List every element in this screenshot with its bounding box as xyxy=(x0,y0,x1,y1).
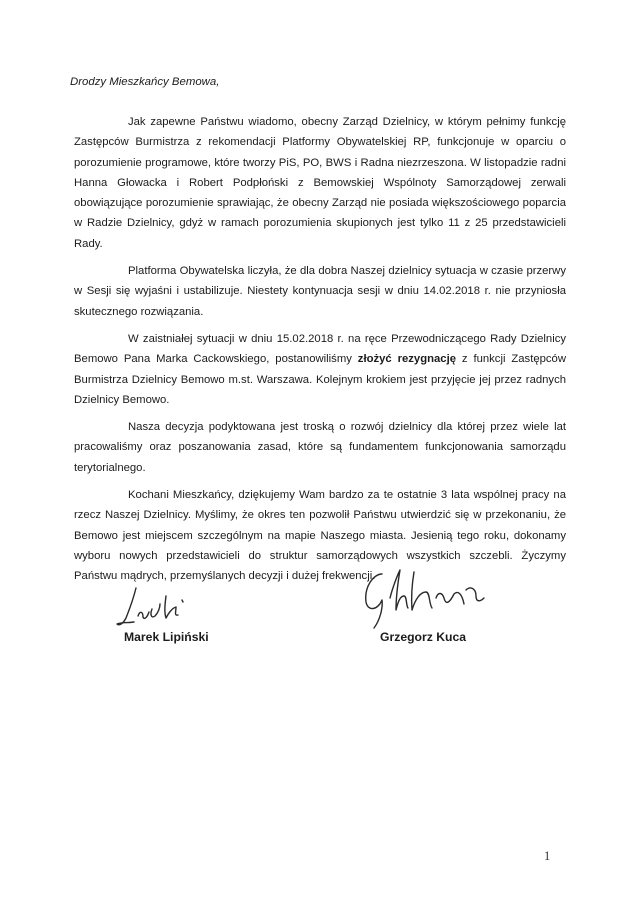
letter-greeting: Drodzy Mieszkańcy Bemowa, xyxy=(70,76,220,88)
paragraph-thanks: Kochani Mieszkańcy, dziękujemy Wam bardzo za te ostatnie 3 lata wspólnej pracy na rzecz Naszej Dzielnicy. Myślimy, że okres ten pozwolił Państwu utwierdzić się w przekonaniu, że Bemowo jest miejscem szczególnym na mapie Naszego miasta. Jesienią tego roku, dokonamy wyboru nowych przedstawicieli do struktur samorządowych wszystkich szczebli. Życzymy Państwu mądrych, przemyślanych decyzji i dużej frekwencji. xyxy=(74,489,566,583)
letter-body xyxy=(74,112,566,587)
resignation-text-after: z funkcji Zastępców Burmistrza Dzielnicy Bemowo m.st. Warszawa. Kolejnym krokiem jest przyjęcie jej przez radnych Dzielnicy Bemowo. xyxy=(74,353,566,406)
paragraph-board-situation: Jak zapewne Państwu wiadomo, obecny Zarząd Dzielnicy, w którym pełnimy funkcję Zastępców Burmistrza z rekomendacji Platformy Obywatelskiej RP, funkcjonuje w oparciu o porozumienie programowe, które tworzy PiS, PO, BWS i Radna niezrzeszona. W listopadzie radni Hanna Głowacka i Robert Podpłoński z Bemowskiej Wspólnoty Samorządowej zerwali obowiązujące porozumienie sprawiając, że obecny Zarząd nie posiada większościowego poparcia w Radzie Dzielnicy, gdyż w ramach porozumienia skupionych jest tylko 11 z 25 przedstawicieli Rady. xyxy=(74,116,566,250)
paragraph-session-break: Platforma Obywatelska liczyła, że dla dobra Naszej dzielnicy sytuacja w czasie przerwy w Sesji się wyjaśni i ustabilizuje. Niestety kontynuacja sesji w dniu 14.02.2018 r. nie przyniosła skutecznego rozwiązania. xyxy=(74,265,566,318)
signature-block-left xyxy=(110,582,250,652)
signatory-left-name: Marek Lipiński xyxy=(124,630,209,644)
handwritten-signature-right xyxy=(352,562,522,634)
paragraph-resignation xyxy=(74,329,566,410)
resignation-text-before: W zaistniałej sytuacji w dniu 15.02.2018 r. na ręce Przewodniczącego Rady Dzielnicy Bemowo Pana Marka Cackowskiego, postanowiliśmy xyxy=(74,332,566,366)
resignation-emphasis: złożyć rezygnację xyxy=(357,353,456,366)
handwritten-signature-left xyxy=(110,582,250,632)
page-number: 1 xyxy=(544,849,551,863)
signature-block-right xyxy=(352,562,522,652)
paragraph-decision: Nasza decyzja podyktowana jest troską o rozwój dzielnicy dla której przez wiele lat pracowaliśmy oraz poszanowania zasad, które są fundamentem funkcjonowania samorządu terytorialnego. xyxy=(74,421,566,474)
signatory-right-name: Grzegorz Kuca xyxy=(380,630,467,644)
